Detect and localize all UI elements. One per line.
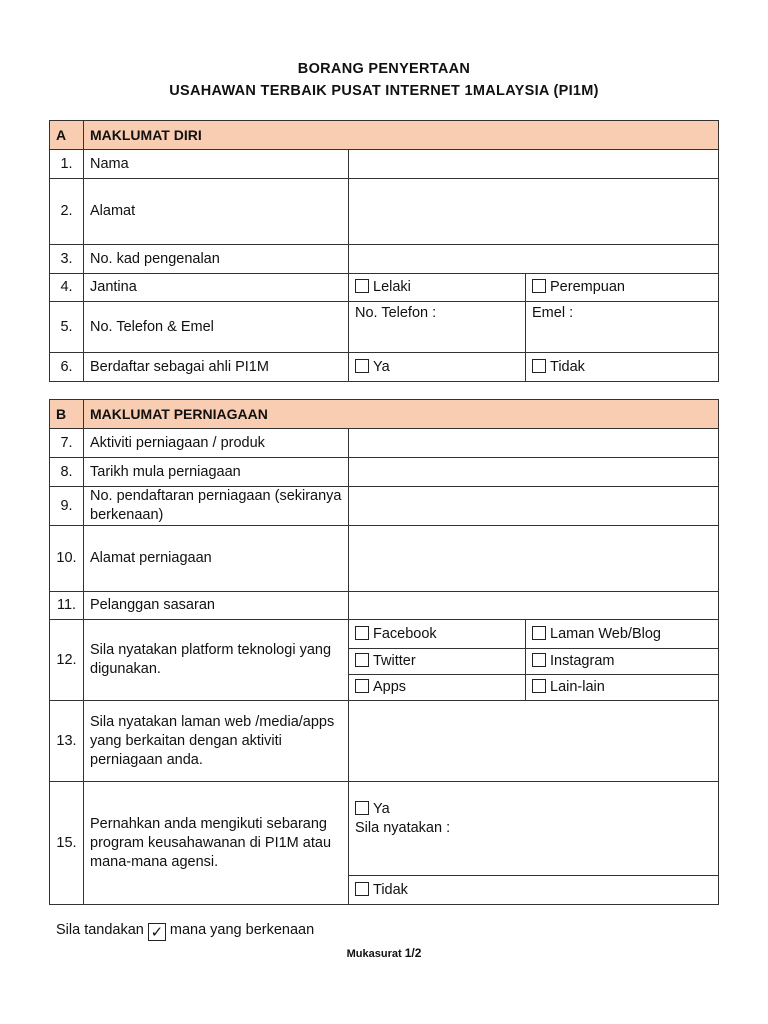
checkbox[interactable] — [355, 279, 369, 293]
row-label: No. kad pengenalan — [84, 245, 349, 274]
ic-number-field[interactable] — [349, 245, 719, 274]
others-option[interactable] — [526, 675, 719, 701]
business-address-field[interactable] — [349, 526, 719, 592]
row-label: Berdaftar sebagai ahli PI1M — [84, 353, 349, 382]
field-label: Emel : — [532, 305, 574, 321]
section-heading: MAKLUMAT PERNIAGAAN — [84, 400, 719, 429]
row-number: 5. — [50, 302, 84, 353]
page-count: 1/2 — [404, 946, 422, 960]
row-number: 10. — [50, 526, 84, 592]
table-row — [50, 701, 719, 782]
gender-female-option[interactable] — [526, 274, 719, 302]
phone-field[interactable] — [349, 302, 526, 353]
program-yes-option[interactable] — [349, 782, 719, 876]
row-label: Sila nyatakan laman web /media/apps yang berkaitan dengan aktiviti perniagaan anda. — [84, 701, 349, 782]
target-customer-field[interactable] — [349, 592, 719, 620]
checkbox[interactable] — [355, 679, 369, 693]
row-label: Pelanggan sasaran — [84, 592, 349, 620]
apps-option[interactable] — [349, 675, 526, 701]
table-row — [50, 592, 719, 620]
option-label: Facebook — [373, 625, 437, 642]
row-label: Aktiviti perniagaan / produk — [84, 429, 349, 458]
page-label: Mukasurat — [346, 948, 402, 960]
table-row — [50, 782, 719, 876]
option-label: Apps — [373, 679, 407, 695]
option-label: Perempuan — [550, 279, 625, 295]
row-label: Pernahkan anda mengikuti sebarang program keusahawanan di PI1M atau mana-mana agensi. — [84, 782, 349, 905]
specify-label: Sila nyatakan : — [355, 820, 451, 836]
table-row — [50, 487, 719, 526]
twitter-option[interactable] — [349, 649, 526, 675]
section-letter: B — [50, 400, 84, 429]
website-option[interactable] — [526, 620, 719, 649]
checkbox[interactable] — [355, 882, 369, 896]
option-label: Laman Web/Blog — [550, 625, 661, 642]
row-number: 7. — [50, 429, 84, 458]
row-number: 11. — [50, 592, 84, 620]
checkbox[interactable] — [532, 679, 546, 693]
checkbox[interactable] — [355, 653, 369, 667]
table-row — [50, 179, 719, 245]
checkmark-icon: ✓ — [148, 923, 166, 941]
section-b-table — [49, 399, 719, 905]
field-label: No. Telefon : — [355, 305, 437, 321]
row-label: No. pendaftaran perniagaan (sekiranya berkenaan) — [84, 487, 349, 526]
table-row — [50, 620, 719, 649]
facebook-option[interactable] — [349, 620, 526, 649]
section-letter: A — [50, 121, 84, 150]
option-label: Lain-lain — [550, 679, 605, 695]
option-label: Ya — [373, 801, 390, 817]
checkbox[interactable] — [532, 279, 546, 293]
row-number: 12. — [50, 620, 84, 701]
table-row — [50, 429, 719, 458]
option-label: Tidak — [373, 881, 408, 898]
table-row — [50, 302, 719, 353]
checkbox[interactable] — [532, 653, 546, 667]
row-number: 4. — [50, 274, 84, 302]
row-label: Alamat perniagaan — [84, 526, 349, 592]
form-title: BORANG PENYERTAAN — [297, 61, 471, 77]
checkbox[interactable] — [355, 359, 369, 373]
option-label: Ya — [373, 358, 390, 375]
address-field[interactable] — [349, 179, 719, 245]
section-b-header — [50, 400, 719, 429]
section-a-table — [49, 120, 719, 382]
form-subtitle: USAHAWAN TERBAIK PUSAT INTERNET 1MALAYSIA (PI1M) — [169, 83, 599, 99]
program-no-option[interactable] — [349, 876, 719, 905]
table-row — [50, 353, 719, 382]
start-date-field[interactable] — [349, 458, 719, 487]
instagram-option[interactable] — [526, 649, 719, 675]
checkbox[interactable] — [355, 801, 369, 815]
email-field[interactable] — [526, 302, 719, 353]
row-number: 6. — [50, 353, 84, 382]
row-number: 8. — [50, 458, 84, 487]
note-text: Sila tandakan — [56, 922, 144, 938]
table-row — [50, 150, 719, 179]
row-number: 13. — [50, 701, 84, 782]
checkbox[interactable] — [532, 626, 546, 640]
row-label: Jantina — [84, 274, 349, 302]
option-label: Twitter — [373, 653, 416, 669]
option-label: Instagram — [550, 653, 615, 669]
table-row — [50, 274, 719, 302]
row-label: Alamat — [84, 179, 349, 245]
related-media-field[interactable] — [349, 701, 719, 782]
gender-male-option[interactable] — [349, 274, 526, 302]
option-label: Lelaki — [373, 279, 411, 295]
name-field[interactable] — [349, 150, 719, 179]
checkbox[interactable] — [532, 359, 546, 373]
note-text: mana yang berkenaan — [169, 922, 315, 938]
option-label: Tidak — [550, 358, 585, 375]
row-number: 3. — [50, 245, 84, 274]
row-number: 9. — [50, 487, 84, 526]
row-label: Tarikh mula perniagaan — [84, 458, 349, 487]
registration-number-field[interactable] — [349, 487, 719, 526]
section-a-header — [50, 121, 719, 150]
table-row — [50, 458, 719, 487]
row-number: 1. — [50, 150, 84, 179]
table-row — [50, 526, 719, 592]
row-number: 15. — [50, 782, 84, 905]
row-label: No. Telefon & Emel — [84, 302, 349, 353]
business-activity-field[interactable] — [349, 429, 719, 458]
row-number: 2. — [50, 179, 84, 245]
checkbox[interactable] — [355, 626, 369, 640]
row-label: Sila nyatakan platform teknologi yang digunakan. — [84, 620, 349, 701]
instruction-note — [56, 922, 314, 941]
member-yes-option[interactable] — [349, 353, 526, 382]
row-label: Nama — [84, 150, 349, 179]
table-row — [50, 245, 719, 274]
section-heading: MAKLUMAT DIRI — [84, 121, 719, 150]
page-number — [0, 946, 768, 960]
member-no-option[interactable] — [526, 353, 719, 382]
